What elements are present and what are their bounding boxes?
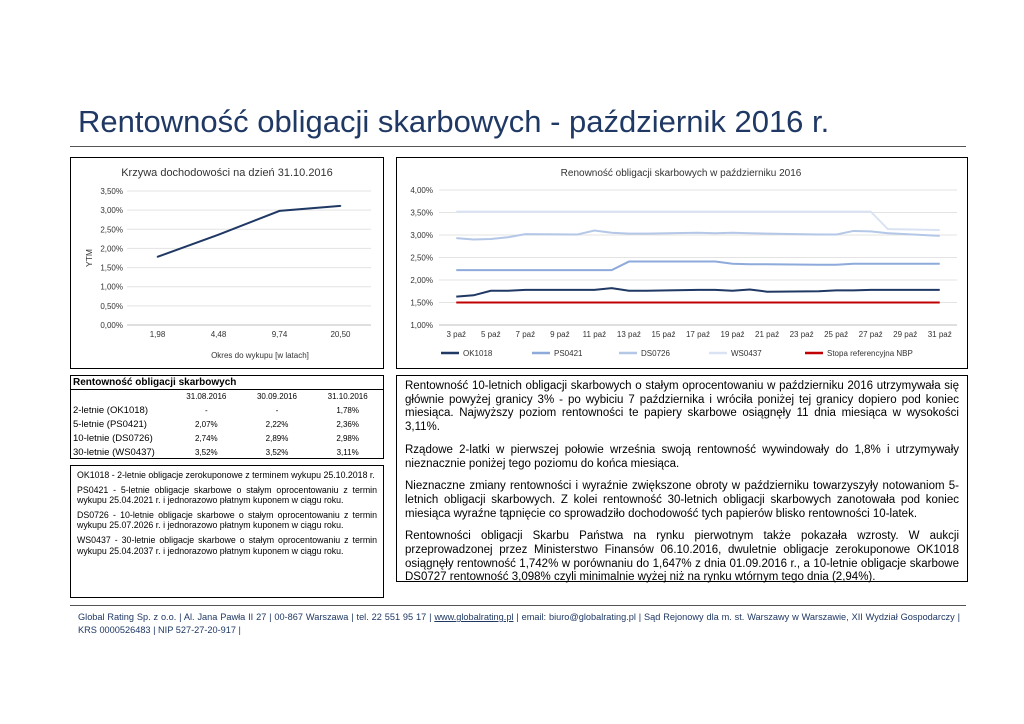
x-tick-label: 9 paź <box>550 330 570 339</box>
table-header-empty <box>71 390 171 404</box>
table-row <box>71 418 383 432</box>
y-tick-label: 3,50% <box>410 208 433 218</box>
y-tick-label: 1,00% <box>410 321 433 330</box>
footer-registry-info: | email: biuro@globalrating.pl | Sąd Rejonowy dla m. st. Warszawy w Warszawie, XII Wydział Gospodarczy | KRS 0000526483 | NIP 527-27-20-917 | <box>78 612 960 635</box>
y-tick-label: 4,00% <box>410 186 433 195</box>
commentary-paragraph: Rentowność 10-letnich obligacji skarbowych o stałym oprocentowaniu w październiku 2016 utrzymywała się głównie powyżej granicy 3% - po wybiciu 7 października i wróciła poniżej tej granicy dopiero pod koniec miesiąca. Najwyższy poziom rentowności te papiery skarbowe osiągnęły 11 dnia miesiąca w wysokości 3,11%. <box>405 380 959 434</box>
yield-curve-line <box>158 206 341 257</box>
legend-label: Stopa referencyjna NBP <box>827 349 913 358</box>
table-row <box>71 446 383 460</box>
y-tick-label: 2,00% <box>100 244 123 254</box>
october-yields-chart <box>396 157 968 369</box>
y-tick-label: 1,50% <box>100 263 123 273</box>
x-tick-label: 23 paź <box>789 330 814 339</box>
table-cell: 3,11% <box>336 448 359 457</box>
series-line-ws0437 <box>456 212 939 230</box>
x-axis-label: Okres do wykupu [w latach] <box>211 351 309 360</box>
table-header: 31.08.2016 <box>186 392 227 401</box>
legend-label: OK1018 <box>463 349 493 358</box>
table-cell: 2,36% <box>336 420 359 429</box>
footer-website-link[interactable]: www.globalrating.pl <box>434 612 514 622</box>
x-tick-label: 3 paź <box>446 330 467 339</box>
y-tick-label: 1,00% <box>100 282 123 292</box>
x-tick-label: 17 paź <box>685 330 711 339</box>
bond-definitions-box <box>70 465 384 598</box>
definition-ps0421: PS0421 - 5-letnie obligacje skarbowe o stałym oprocentowaniu z termin wykupu 25.04.2021 r. i jednorazowo płatnym kuponem w ciągu roku. <box>77 484 377 506</box>
commentary-paragraph: Rządowe 2-latki w pierwszej połowie września swoją rentowność wywindowały do 1,8% i utrzymywały nieznacznie poniżej tego poziomu do końca miesiąca. <box>405 443 959 470</box>
commentary-box <box>396 375 968 582</box>
x-tick-label: 27 paź <box>858 330 883 339</box>
title-divider <box>70 146 966 147</box>
footer <box>78 611 960 636</box>
table-cell: 2,89% <box>265 434 289 443</box>
row-label: 5-letnie (PS0421) <box>73 419 147 430</box>
table-header: 31.10.2016 <box>327 392 368 401</box>
table-cell: 2,22% <box>265 420 289 429</box>
page-title: Rentowność obligacji skarbowych - październik 2016 r. <box>78 104 830 139</box>
table-cell: 2,74% <box>194 434 218 443</box>
y-tick-label: 3,00% <box>100 206 123 216</box>
x-tick-label: 15 paź <box>651 330 676 339</box>
y-tick-label: 2,50% <box>410 253 433 263</box>
x-tick-label: 21 paź <box>755 330 780 339</box>
legend-label: PS0421 <box>554 349 583 358</box>
definition-ds0726: DS0726 - 10-letnie obligacje skarbowe o stałym oprocentowaniu z termin wykupu 25.07.2026 r. i jednorazowo płatnym kuponem w ciągu roku. <box>77 509 377 531</box>
legend-label: WS0437 <box>731 349 762 358</box>
yield-curve-svg <box>71 158 383 368</box>
y-tick-label: 2,50% <box>100 225 123 235</box>
x-tick-label: 11 paź <box>582 330 607 339</box>
yield-point <box>218 234 220 236</box>
x-tick-label: 9,74 <box>271 330 288 339</box>
definition-ok1018: OK1018 - 2-letnie obligacje zerokuponowe z terminem wykupu 25.10.2018 r. <box>77 470 375 480</box>
series-line-ps0421 <box>456 262 939 271</box>
y-tick-label: 1,50% <box>410 298 433 308</box>
table-cell: 2,98% <box>336 434 359 443</box>
x-tick-label: 25 paź <box>824 330 849 339</box>
x-tick-label: 4,48 <box>210 330 227 339</box>
yield-curve-chart <box>70 157 384 369</box>
table-title: Rentowność obligacji skarbowych <box>71 376 383 390</box>
definition-ws0437: WS0437 - 30-letnie obligacje skarbowe o stałym oprocentowaniu z termin wykupu 25.04.2037 r. i jednorazowo płatnym kuponem w ciągu roku. <box>77 534 377 556</box>
yield-point <box>279 210 281 212</box>
y-tick-label: 3,50% <box>100 187 123 196</box>
commentary-paragraph: Nieznaczne zmiany rentowności i wyraźnie zwiększone obroty w październiku towarzyszyły notowaniom 5-letnich obligacji skarbowych. Z kolei rentowność 30-letnich obligacji skarbowych zanotowała pod koniec miesiąca wyraźne tąpnięcie co sprowadziło dochodowość tych papierów blisko rentowności 10-latek. <box>405 480 959 520</box>
y-tick-label: 2,00% <box>410 276 433 285</box>
table-cell: 1,78% <box>336 406 359 415</box>
x-tick-label: 19 paź <box>720 330 745 339</box>
yield-point <box>157 256 159 258</box>
yield-table <box>71 390 383 460</box>
footer-divider <box>70 605 966 606</box>
table-cell: - <box>275 406 279 415</box>
y-axis-label: YTM <box>84 249 94 267</box>
footer-company-info: Global Rating Sp. z o.o. | Al. Jana Pawła II 27 | 00-867 Warszawa | tel. 22 551 95 17 | <box>78 612 435 622</box>
table-header: 30.09.2016 <box>256 392 297 401</box>
october-yields-svg <box>397 158 967 368</box>
table-cell: 3,52% <box>265 448 289 457</box>
row-label: 10-letnie (DS0726) <box>73 433 153 444</box>
table-header-row <box>71 390 383 404</box>
y-tick-label: 3,00% <box>410 231 433 240</box>
row-label: 30-letnie (WS0437) <box>73 447 155 458</box>
yield-table-box <box>70 375 384 459</box>
x-tick-label: 13 paź <box>616 330 641 339</box>
row-label: 2-letnie (OK1018) <box>73 405 148 416</box>
x-tick-label: 31 paź <box>927 330 952 339</box>
yield-point <box>340 205 342 207</box>
table-row <box>71 432 383 446</box>
table-cell: 2,07% <box>194 420 218 429</box>
x-tick-label: 7 paź <box>515 330 536 339</box>
x-tick-label: 20,50 <box>330 330 351 339</box>
series-line-ok1018 <box>456 288 939 297</box>
x-tick-label: 5 paź <box>481 330 501 339</box>
table-cell: 3,52% <box>194 448 218 457</box>
chart-title: Krzywa dochodowości na dzień 31.10.2016 <box>121 167 333 179</box>
chart-title: Renowność obligacji skarbowych w październiku 2016 <box>560 168 802 179</box>
table-cell: - <box>204 406 208 415</box>
x-tick-label: 29 paź <box>893 330 918 339</box>
legend-label: DS0726 <box>641 349 670 358</box>
table-row <box>71 404 383 418</box>
y-tick-label: 0,00% <box>100 321 123 330</box>
y-tick-label: 0,50% <box>100 301 123 311</box>
x-tick-label: 1,98 <box>149 330 166 339</box>
commentary-paragraph: Rentowności obligacji Skarbu Państwa na rynku pierwotnym także pokazała wzrosty. W aukcji przeprowadzonej przez Ministerstwo Finansów 06.10.2016, dwuletnie obligacje zerokuponowe OK1018 osiągnęły rentowność 1,742% w porównaniu do 1,647% z dnia 01.09.2016 r., a 10-letnie obligacje skarbowe DS0727 rentowność 3,098% czyli minimalnie wyżej niż na rynku wtórnym tego dnia (2,94%). <box>405 530 959 584</box>
